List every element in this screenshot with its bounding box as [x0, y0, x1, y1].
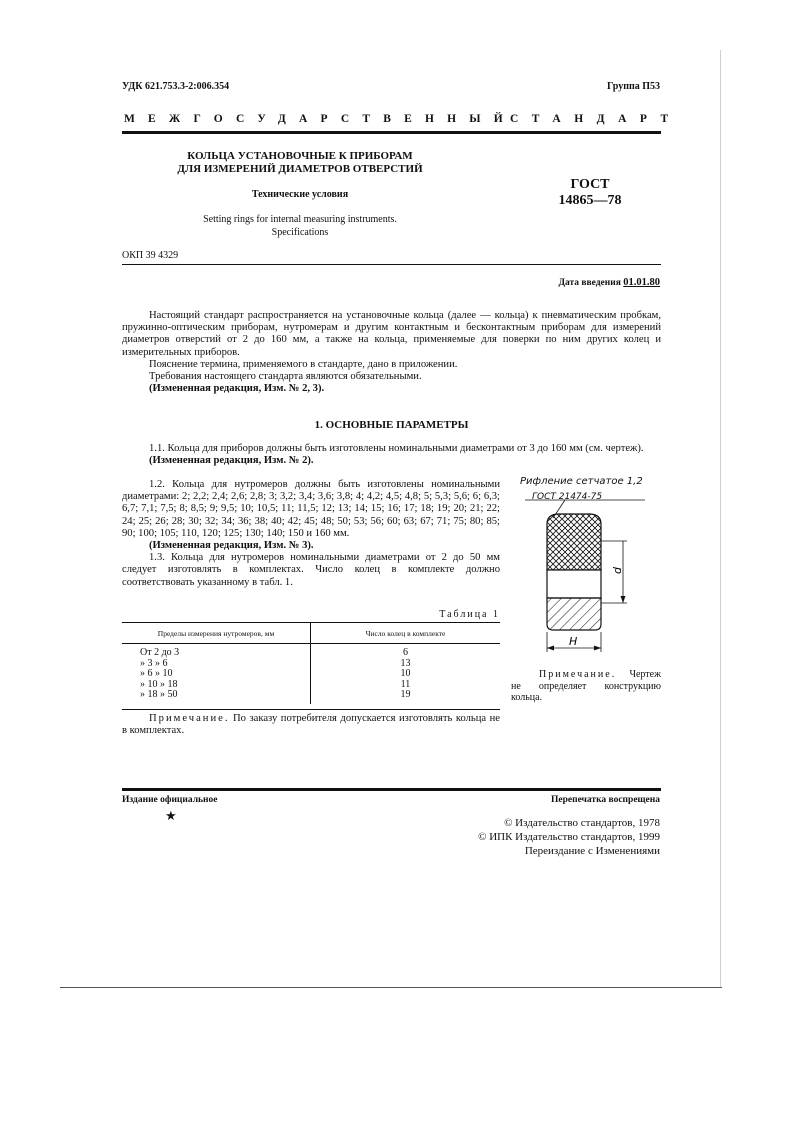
- footer-rule: [122, 788, 661, 791]
- intro-revision-note: (Измененная редакция, Изм. № 2, 3).: [149, 383, 325, 395]
- table-1-bottom-rule: [122, 709, 500, 710]
- clause-1-3: 1.3. Кольца для нутромеров номинальными диаметрами от 2 до 50 мм следует изготовлять в комплектах. Число колец в комплекте должно соответствовать указанному в табл. 1.: [122, 552, 500, 588]
- page-edge-bottom: [60, 987, 722, 988]
- reissue-note: Переиздание с Изменениями: [524, 845, 660, 857]
- intro-paragraph-2: Пояснение термина, применяемого в стандарте, дано в приложении.: [149, 358, 458, 370]
- gost-label: ГОСТ: [570, 177, 610, 192]
- table-header-range: Пределы измерения нутромеров, мм: [122, 623, 311, 644]
- introduction-date: [558, 277, 660, 288]
- copyright-block: [478, 816, 660, 858]
- document-subtitle: Технические условия: [251, 189, 349, 200]
- table-row: [122, 644, 500, 659]
- table-cell-count: 19: [311, 690, 501, 704]
- table-note-label: Примечание.: [149, 713, 230, 724]
- banner-right: СТАНДАРТ: [510, 113, 682, 125]
- table-1: [122, 622, 500, 704]
- date-label: Дата введения: [558, 278, 621, 288]
- clause-1-2-revision: (Измененная редакция, Изм. № 3).: [149, 540, 314, 552]
- dimension-h-label: H: [569, 635, 578, 648]
- clauses-1-2-1-3: [122, 479, 500, 589]
- page-edge-right: [720, 50, 721, 988]
- title-line-1: КОЛЬЦА УСТАНОВОЧНЫЕ К ПРИБОРАМ: [187, 150, 413, 162]
- banner-left: МЕЖГОСУДАРСТВЕННЫЙ: [124, 113, 516, 125]
- official-edition: Издание официальное: [122, 795, 218, 805]
- udk-code: УДК 621.753.3-2:006.354: [122, 81, 230, 92]
- table-1-note: [122, 713, 500, 737]
- english-title-line-2: Specifications: [271, 227, 329, 238]
- table-cell-count: 13: [311, 659, 501, 670]
- reprint-prohibited: Перепечатка воспрещена: [550, 795, 660, 805]
- copyright-1978: © Издательство стандартов, 1978: [504, 817, 660, 829]
- table-header-count: Число колец в комплекте: [311, 623, 501, 644]
- star-icon: ★: [165, 808, 177, 823]
- figure-label-knurling: Рифление сетчатое 1,2: [520, 476, 643, 487]
- table-cell-range: » 18 » 50: [140, 689, 178, 700]
- table-1-caption: Таблица 1: [439, 609, 500, 620]
- figure-label-gost: ГОСТ 21474-75: [532, 492, 603, 502]
- table-cell-count: 6: [311, 644, 501, 659]
- title-line-2: ДЛЯ ИЗМЕРЕНИЙ ДИАМЕТРОВ ОТВЕРСТИЙ: [177, 163, 423, 175]
- table-cell-count: 10: [311, 669, 501, 680]
- english-title-line-1: Setting rings for internal measuring instruments.: [203, 214, 397, 225]
- figure-note: [511, 669, 661, 704]
- table-note-text: По заказу потребителя допускается изготовлять кольца не в комплектах.: [122, 713, 501, 737]
- clause-1-2: 1.2. Кольца для нутромеров должны быть изготовлены номинальными диаметрами: 2; 2,2; 2,4; 2,6; 2,8; 3; 3,2; 3,4; 3,6; 3,8; 4; 4,2; 4,5; 4,8; 5; 5,3; 5,6; 6; 6,3; 6,7; 7,1; 7,5; 8; 8,5; 9; 9,5; 10; 10,5; 11; 11,5; 12; 13; 14; 15; 16; 17; 18; 19; 20; 21; 22; 24; 25; 26; 28; 30; 32; 34; 36; 38; 40; 42; 45; 48; 50; 53; 56; 60; 63; 67; 71; 75; 80; 85; 90; 100; 105; 110, 120; 125; 130; 140; 150 и 160 мм.: [122, 479, 500, 539]
- intro-paragraph-1: Настоящий стандарт распространяется на установочные кольца (далее — кольца) к пневматическим пробкам, пружинно-оптическим приборам, нутромерам и другим контактным и бесконтактным приборам для измерений диаметров отверстий от 2 до 160 мм, а также на кольца, применяемые для поверки по ним других колец и измерительных приборов.: [122, 310, 661, 358]
- table-cell-range: От 2 до 3: [140, 647, 180, 658]
- section-1-heading: 1. ОСНОВНЫЕ ПАРАМЕТРЫ: [314, 419, 469, 431]
- ring-drawing: [505, 486, 665, 656]
- banner-rule: [122, 131, 661, 134]
- copyright-1999: © ИПК Издательство стандартов, 1999: [478, 831, 660, 843]
- table-cell-range: » 10 » 18: [140, 678, 178, 690]
- table-cell-range: » 3 » 6: [140, 657, 168, 669]
- english-title: [140, 213, 460, 239]
- document-title: [140, 150, 460, 176]
- intro-paragraph-3: Требования настоящего стандарта являются обязательными.: [149, 371, 422, 383]
- introduction: [122, 310, 661, 395]
- table-row: [122, 669, 500, 680]
- table-row: [122, 690, 500, 704]
- table-row: [122, 659, 500, 670]
- figure-note-text: Чертеж не определяет конструкцию кольца.: [511, 669, 661, 703]
- okp-rule: [122, 264, 661, 265]
- clause-1-1: 1.1. Кольца для приборов должны быть изготовлены номинальными диаметрами от 3 до 160 мм (см. чертеж).: [149, 443, 644, 454]
- okp-code: ОКП 39 4329: [122, 250, 179, 261]
- date-value: 01.01.80: [623, 277, 660, 288]
- table-cell-range: » 6 » 10: [140, 668, 173, 679]
- gost-designation: [530, 177, 650, 209]
- gost-number: 14865—78: [558, 193, 622, 208]
- figure-note-label: Примечание.: [539, 669, 617, 680]
- clause-1-1-revision: (Измененная редакция, Изм. № 2).: [149, 455, 314, 467]
- dimension-d-label: d: [611, 567, 624, 574]
- table-cell-count: 11: [311, 680, 501, 691]
- clause-1-1-block: [122, 443, 661, 467]
- table-row: [122, 680, 500, 691]
- group-code: Группа П53: [607, 81, 660, 92]
